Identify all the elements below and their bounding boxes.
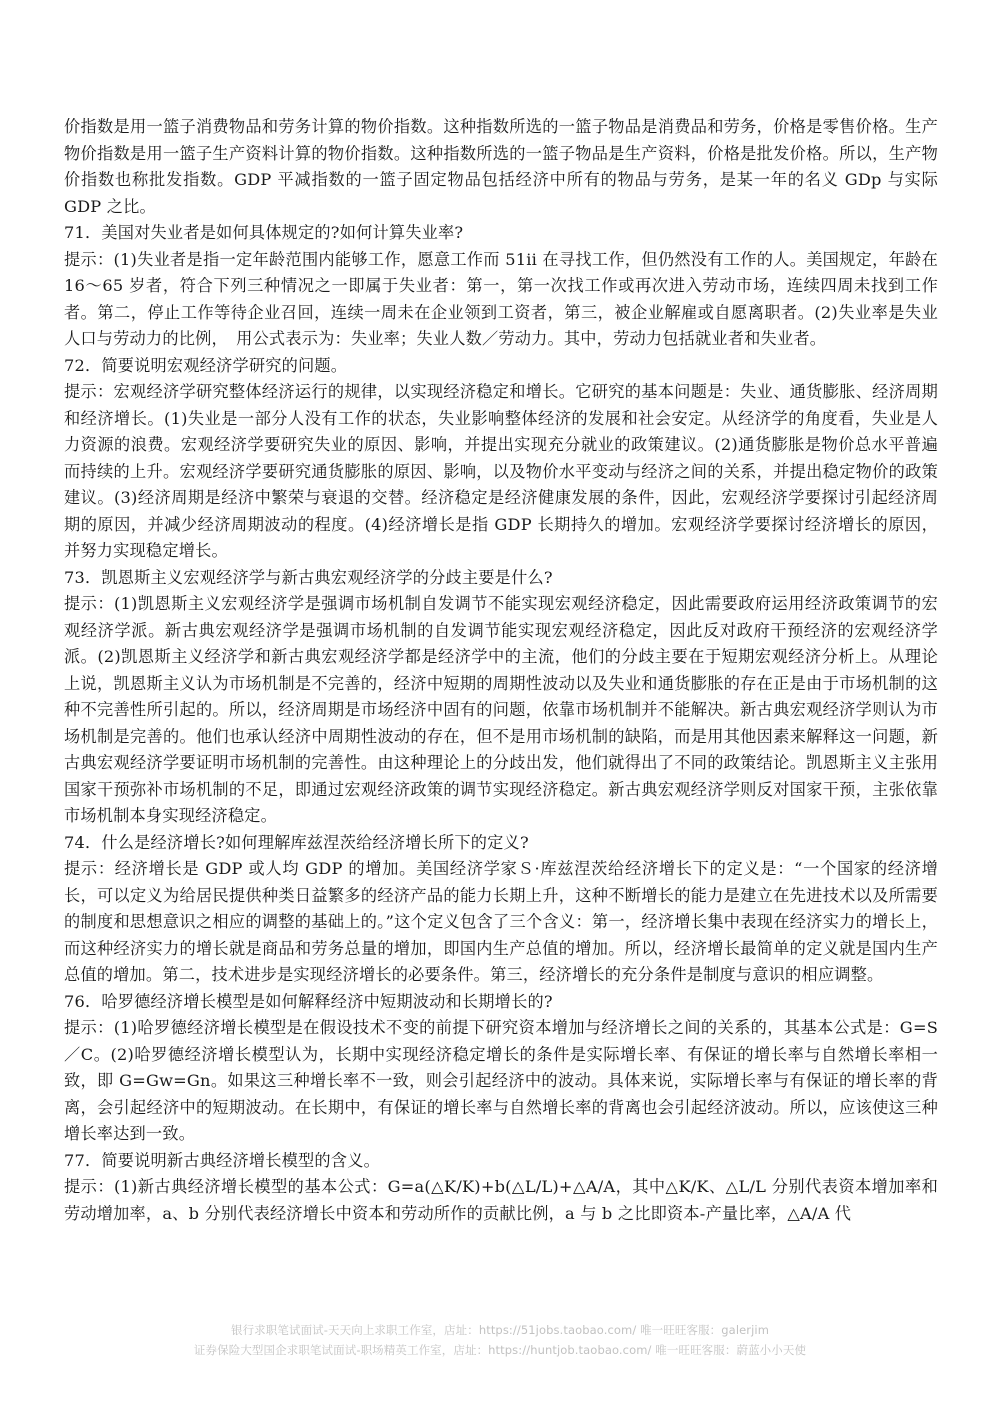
question-77: 77．简要说明新古典经济增长模型的含义。 — [64, 1150, 380, 1170]
answer-73: 提示：(1)凯恩斯主义宏观经济学是强调市场机制自发调节不能实现宏观经济稳定，因此需要政府运用经济政策调节的宏观经济学派。新古典宏观经济学是强调市场机制的自发调节能实现宏观经济稳定，因此反对政府干预经济的宏观经济学派。(2)凯恩斯主义经济学和新古典宏观经济学都是经济学中的主流，他们的分歧主要在于短期宏观经济分析上。从理论上说，凯恩斯主义认为市场机制是不完善的，经济中短期的周期性波动以及失业和通货膨胀的存在正是由于市场机制的这种不完善性所引起的。所以，经济周期是市场经济中固有的问题，依靠市场机制并不能解决。新古典宏观经济学则认为市场机制是完善的。他们也承认经济中周期性波动的存在，但不是用市场机制的缺陷，而是用其他因素来解释这一问题，新古典宏观经济学要证明市场机制的完善性。由这种理论上的分歧出发，他们就得出了不同的政策结论。凯恩斯主义主张用国家干预弥补市场机制的不足，即通过宏观经济政策的调节实现经济稳定。新古典宏观经济学则反对国家干预，主张依靠市场机制本身实现经济稳定。 — [64, 594, 938, 825]
answer-76: 提示：(1)哈罗德经济增长模型是在假设技术不变的前提下研究资本增加与经济增长之间的关系的，其基本公式是：G=S／C。(2)哈罗德经济增长模型认为，长期中实现经济稳定增长的条件是实际增长率、有保证的增长率与自然增长率相一致，即 G=Gw=Gn。如果这三种增长率不一致，则会引起经济中的波动。具体来说，实际增长率与有保证的增长率的背离，会引起经济中的短期波动。在长期中，有保证的增长率与自然增长率的背离也会引起经济波动。所以，应该使这三种增长率达到一致。 — [64, 1018, 938, 1143]
question-73: 73．凯恩斯主义宏观经济学与新古典宏观经济学的分歧主要是什么? — [64, 567, 553, 587]
answer-72: 提示：宏观经济学研究整体经济运行的规律，以实现经济稳定和增长。它研究的基本问题是：失业、通货膨胀、经济周期和经济增长。(1)失业是一部分人没有工作的状态，失业影响整体经济的发展和社会安定。从经济学的角度看，失业是人力资源的浪费。宏观经济学要研究失业的原因、影响，并提出实现充分就业的政策建议。(2)通货膨胀是物价总水平普遍而持续的上升。宏观经济学要研究通货膨胀的原因、影响，以及物价水平变动与经济之间的关系，并提出稳定物价的政策建议。(3)经济周期是经济中繁荣与衰退的交替。经济稳定是经济健康发展的条件，因此，宏观经济学要探讨引起经济周期的原因，并减少经济周期波动的程度。(4)经济增长是指 GDP 长期持久的增加。宏观经济学要探讨经济增长的原因，并努力实现稳定增长。 — [64, 382, 938, 560]
footer-shop-line-2: 证券保险大型国企求职笔试面试-职场精英工作室，店址：https://huntjob.taobao.com/ 唯一旺旺客服：蔚蓝小小天使 — [193, 1343, 807, 1357]
answer-71: 提示：(1)失业者是指一定年龄范围内能够工作，愿意工作而 51ii 在寻找工作，但仍然没有工作的人。美国规定，年龄在 16～65 岁者，符合下列三种情况之一即属于失业者：第一，第一次找工作或再次进入劳动市场，连续四周未找到工作者。第二，停止工作等待企业召回，连续一周未在企业领到工资者，第三，被企业解雇或自愿离职者。(2)失业率是失业人口与劳动力的比例， 用公式表示为：失业率；失业人数／劳动力。其中，劳动力包括就业者和失业者。 — [64, 249, 938, 348]
question-74: 74．什么是经济增长?如何理解库兹涅茨给经济增长所下的定义? — [64, 832, 529, 852]
answer-77: 提示：(1)新古典经济增长模型的基本公式：G=a(△K/K)+b(△L/L)+△A/A，其中△K/K、△L/L 分别代表资本增加率和劳动增加率，a、b 分别代表经济增长中资本和劳动所作的贡献比例，a 与 b 之比即资本-产量比率，△A/A 代 — [64, 1177, 938, 1223]
answer-74: 提示：经济增长是 GDP 或人均 GDP 的增加。美国经济学家Ｓ·库兹涅茨给经济增长下的定义是：“一个国家的经济增长，可以定义为给居民提供种类日益繁多的经济产品的能力长期上升，这种不断增长的能力是建立在先进技术以及所需要的制度和思想意识之相应的调整的基础上的。”这个定义包含了三个含义：第一，经济增长集中表现在经济实力的增长上，而这种经济实力的增长就是商品和劳务总量的增加，即国内生产总值的增加。所以，经济增长最简单的定义就是国内生产总值的增加。第二，技术进步是实现经济增长的必要条件。第三，经济增长的充分条件是制度与意识的相应调整。 — [64, 859, 938, 984]
question-71: 71．美国对失业者是如何具体规定的?如何计算失业率? — [64, 223, 464, 242]
footer-shop-line-1: 银行求职笔试面试-天天向上求职工作室，店址：https://51jobs.taobao.com/ 唯一旺旺客服：galerjim — [230, 1323, 770, 1337]
paragraph-price-index: 价指数是用一篮子消费物品和劳务计算的物价指数。这种指数所选的一篮子物品是消费品和劳务，价格是零售价格。生产物价指数是用一篮子生产资料计算的物价指数。这种指数所选的一篮子物品是生产资料，价格是批发价格。所以，生产物价指数也称批发指数。GDP 平减指数的一篮子固定物品包括经济中所有的物品与劳务，是某一年的名义 GDp 与实际 GDP 之比。 — [64, 117, 938, 216]
question-76: 76．哈罗德经济增长模型是如何解释经济中短期波动和长期增长的? — [64, 991, 553, 1011]
document-body — [64, 114, 938, 1227]
question-72: 72．简要说明宏观经济学研究的问题。 — [64, 355, 348, 375]
